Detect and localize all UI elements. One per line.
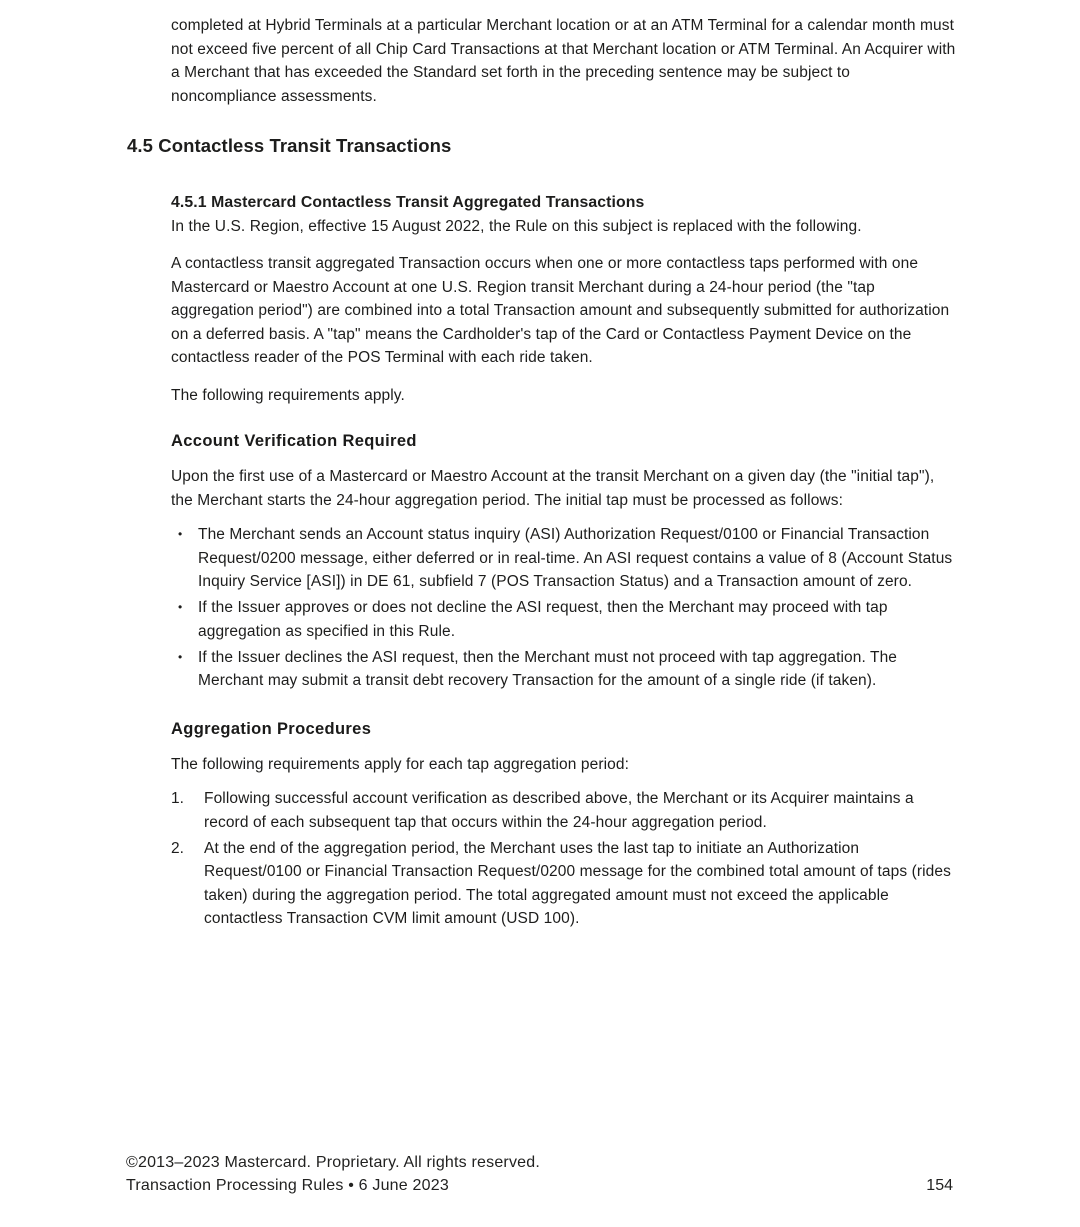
bullet-icon: •: [178, 600, 183, 614]
subsection-4-5-1: [171, 191, 953, 931]
aggregation-procedures-intro: The following requirements apply for each tap aggregation period:: [171, 755, 629, 773]
asi-bullet-list: [171, 523, 953, 693]
list-item: [171, 787, 953, 834]
step-number: 2.: [171, 839, 184, 857]
list-item-text: If the Issuer approves or does not decline the ASI request, then the Merchant may proceed with tap aggregation as specified in this Rule.: [198, 599, 888, 640]
subsection-paragraph-2: A contactless transit aggregated Transaction occurs when one or more contactless taps performed with one Mastercard or Maestro Account at one U.S. Region transit Merchant during a 24-hour period (the "tap aggregation period") are combined into a total Transaction amount and subsequently submitted for authorization on a deferred basis. A "tap" means the Cardholder's tap of the Card or Contactless Payment Device on the contactless reader of the POS Terminal with each ride taken.: [171, 255, 950, 366]
subsection-heading: 4.5.1 Mastercard Contactless Transit Aggregated Transactions: [171, 194, 645, 211]
list-item: [171, 596, 953, 643]
aggregation-procedures-heading: Aggregation Procedures: [171, 719, 372, 738]
bullet-icon: •: [178, 649, 183, 664]
document-title-line: Transaction Processing Rules • 6 June 2023: [126, 1177, 449, 1194]
page-footer: [126, 1151, 953, 1197]
list-item: [171, 837, 953, 931]
continuation-paragraph: completed at Hybrid Terminals at a particular Merchant location or at an ATM Terminal for a calendar month must not exceed five percent of all Chip Card Transactions at that Merchant location or ATM Terminal. An Acquirer with a Merchant that has exceeded the Standard set forth in the preceding sentence may be subject to noncompliance assessments.: [171, 17, 956, 105]
subsection-paragraph-1: In the U.S. Region, effective 15 August 2022, the Rule on this subject is replaced with the following.: [171, 217, 862, 235]
page-number: 154: [926, 1177, 953, 1194]
step-number: 1.: [171, 790, 184, 807]
account-verification-intro: Upon the first use of a Mastercard or Maestro Account at the transit Merchant on a given day (the "initial tap"), the Merchant starts the 24-hour aggregation period. The initial tap must be processed as follows:: [171, 468, 935, 509]
list-item-text: Following successful account verification as described above, the Merchant or its Acquirer maintains a record of each subsequent tap that occurs within the 24-hour aggregation period.: [204, 790, 914, 831]
section-heading: 4.5 Contactless Transit Transactions: [127, 135, 452, 156]
list-item-text: The Merchant sends an Account status inquiry (ASI) Authorization Request/0100 or Financial Transaction Request/0200 message, either deferred or in real-time. An ASI request contains a value of 8 (Account Status Inquiry Service [ASI]) in DE 61, subfield 7 (POS Transaction Status) and a Transaction amount of zero.: [198, 526, 953, 590]
copyright-line: ©2013–2023 Mastercard. Proprietary. All rights reserved.: [126, 1154, 540, 1171]
bullet-icon: •: [178, 527, 183, 541]
list-item-text: At the end of the aggregation period, the Merchant uses the last tap to initiate an Authorization Request/0100 or Financial Transaction Request/0200 message for the combined total amount of taps (rides taken) during the aggregation period. The total aggregated amount must not exceed the applicable contactless Transaction CVM limit amount (USD 100).: [204, 839, 951, 927]
account-verification-heading: Account Verification Required: [171, 432, 417, 450]
footer-text-block: [126, 1151, 540, 1197]
aggregation-steps-list: [171, 787, 953, 931]
subsection-paragraph-3: The following requirements apply.: [171, 386, 405, 404]
list-item: [171, 646, 953, 693]
list-item: [171, 523, 953, 594]
list-item-text: If the Issuer declines the ASI request, then the Merchant must not proceed with tap aggregation. The Merchant may submit a transit debt recovery Transaction for the amount of a single ride (if taken).: [198, 648, 898, 689]
